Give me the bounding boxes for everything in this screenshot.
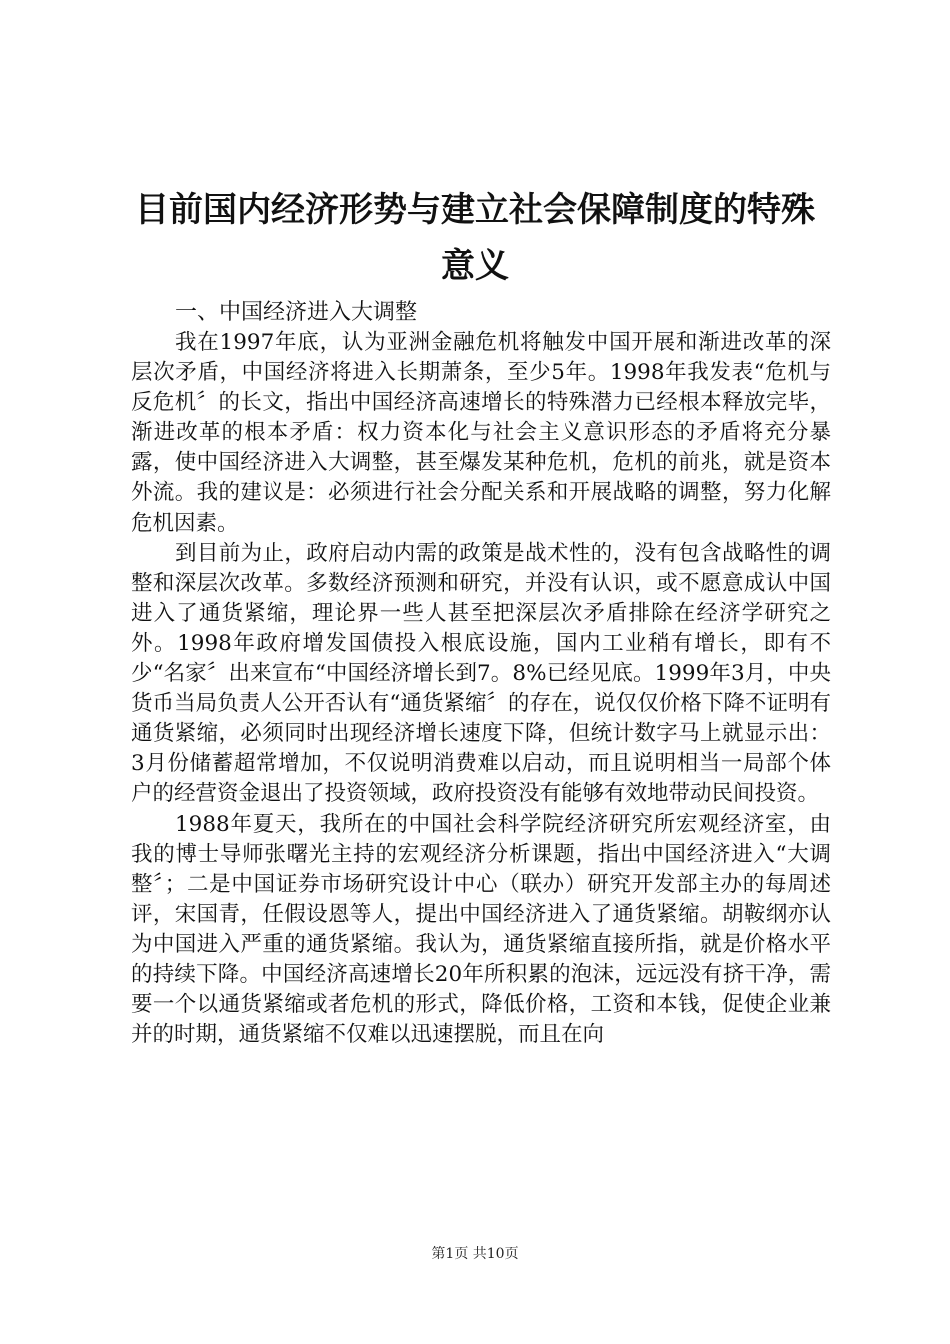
document-title-line-2: 意义	[441, 246, 509, 286]
paragraph-2: 到目前为止，政府启动内需的政策是战术性的，没有包含战略性的调整和深层次改革。多数经济预测和研究，并没有认识，或不愿意成认中国进入了通货紧缩，理论界一些人甚至把深层次矛盾排除在经济学研究之外。1998年政府增发国债投入根底设施，国内工业稍有增长，即有不少“名家〞出来宣布“中国经济增长到7。8%已经见底。1999年3月，中央货币当局负责人公开否认有“通货紧缩〞的存在，说仅仅价格下降不证明有通货紧缩，必须同时出现经济增长速度下降，但统计数字马上就显示出：3月份储蓄超常增加，不仅说明消费难以启动，而且说明相当一局部个体户的经营资金退出了投资领域，政府投资没有能够有效地带动民间投资。	[131, 540, 831, 807]
document-body	[131, 298, 831, 1050]
paragraph-3: 1988年夏天，我所在的中国社会科学院经济研究所宏观经济室，由我的博士导师张曙光主持的宏观经济分析课题，指出中国经济进入“大调整〞；二是中国证券市场研究设计中心（联办）研究开发部主办的每周述评，宋国青，任假设恩等人，提出中国经济进入了通货紧缩。胡鞍纲亦认为中国进入严重的通货紧缩。我认为，通货紧缩直接所指，就是价格水平的持续下降。中国经济高速增长20年所积累的泡沫，远远没有挤干净，需要一个以通货紧缩或者危机的形式，降低价格，工资和本钱，促使企业兼并的时期，通货紧缩不仅难以迅速摆脱，而且在向	[131, 811, 831, 1048]
section-heading: 一、中国经济进入大调整	[175, 300, 418, 325]
page-footer: 第1页 共10页	[431, 1246, 519, 1262]
document-title-line-1: 目前国内经济形势与建立社会保障制度的特殊	[135, 190, 815, 230]
paragraph-1: 我在1997年底，认为亚洲金融危机将触发中国开展和渐进改革的深层次矛盾，中国经济将进入长期萧条，至少5年。1998年我发表“危机与反危机〞的长文，指出中国经济高速增长的特殊潜力已经根本释放完毕，渐进改革的根本矛盾：权力资本化与社会主义意识形态的矛盾将充分暴露，使中国经济进入大调整，甚至爆发某种危机，危机的前兆，就是资本外流。我的建议是：必须进行社会分配关系和开展战略的调整，努力化解危机因素。	[131, 330, 831, 536]
